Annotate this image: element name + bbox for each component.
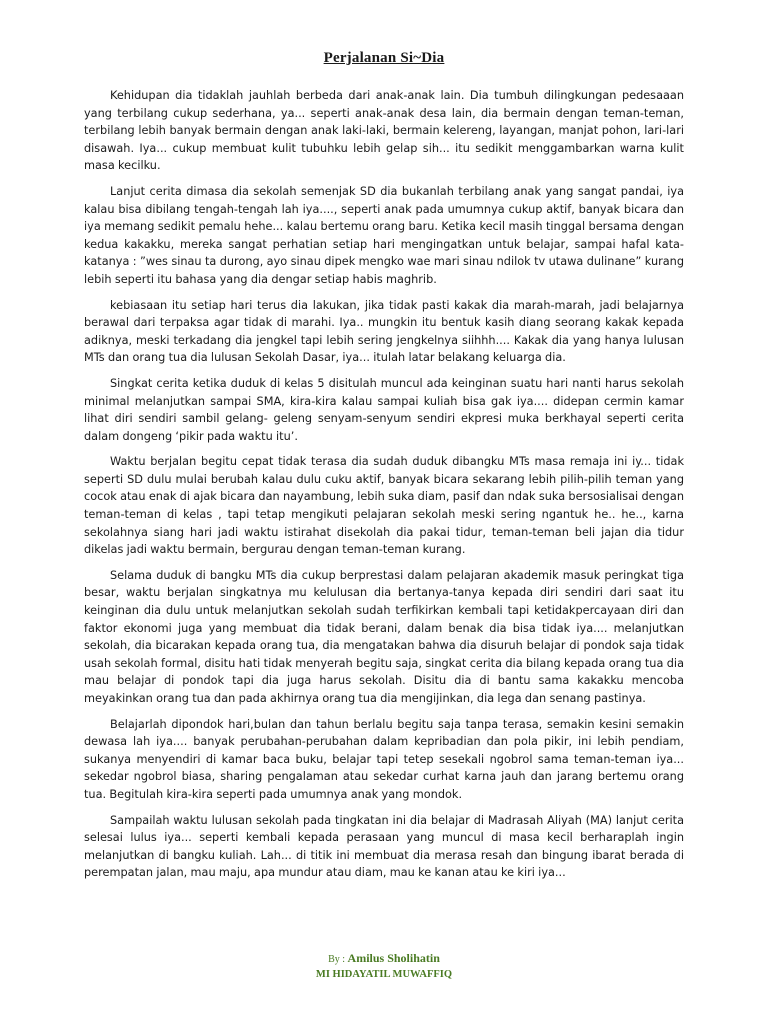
author-name: Amilus Sholihatin	[347, 951, 440, 965]
paragraph-3: kebiasaan itu setiap hari terus dia lakukan, jika tidak pasti kakak dia marah-marah, jadi belajarnya berawal dari terpaksa agar tidak di marahi. Iya.. mungkin itu bentuk kasih diang seorang kakak kepada adiknya, meski terkadang dia jengkel tapi lebih sering jengkelnya siihhh.... Kakak dia yang hanya lulusan MTs dan orang tua dia lulusan Sekolah Dasar, iya... itulah latar belakang keluarga dia.	[84, 298, 684, 365]
paragraph-2: Lanjut cerita dimasa dia sekolah semenjak SD dia bukanlah terbilang anak yang sangat pandai, iya kalau bisa dibilang tengah-tengah lah iya...., seperti anak pada umumnya cukup aktif, banyak bicara dan iya memang sedikit pemalu hehe... kalau bertemu orang baru. Ketika kecil masih tinggal bersama dengan kedua kakakku, mereka sangat perhatian setiap hari mengingatkan untuk belajar, sampai hafal kata-katanya : ”wes sinau ta durong, ayo sinau dipek mengko wae mari sinau ndilok tv utawa dulinane” kurang lebih seperti itu bahasa yang dia dengar setiap habis maghrib.	[84, 184, 684, 286]
school-name: MI HIDAYATIL MUWAFFIQ	[315, 969, 453, 980]
byline-prefix: By :	[328, 954, 348, 965]
paragraph-7: Belajarlah dipondok hari,bulan dan tahun berlalu begitu saja tanpa terasa, semakin kesini semakin dewasa lah iya.... banyak perubahan-perubahan dalam kepribadian dan pola pikir, ini lebih pendiam, sukanya menyendiri di kamar baca buku, belajar tapi tetep sesekali ngobrol sama teman-teman iya... sekedar ngobrol biasa, sharing pengalaman atau sekedar curhat karna jauh dan jarang bertemu orang tua. Begitulah kira-kira seperti pada umumnya anak yang mondok.	[84, 717, 684, 801]
author-byline	[0, 950, 768, 982]
paragraph-8: Sampailah waktu lulusan sekolah pada tingkatan ini dia belajar di Madrasah Aliyah (MA) lanjut cerita selesai lulus iya... seperti kembali kepada perasaan yang muncul di masa kecil berharaplah ingin melanjutkan di bangku kuliah. Lah... di titik ini membuat dia merasa resah dan bingung ibarat berada di perempatan jalan, mau maju, apa mundur atau diam, mau ke kanan atau ke kiri iya...	[84, 813, 684, 880]
paragraph-1: Kehidupan dia tidaklah jauhlah berbeda dari anak-anak lain. Dia tumbuh dilingkungan pedesaaan yang terbilang cukup sederhana, ya... seperti anak-anak desa lain, dia bermain dengan teman-teman, terbilang lebih banyak bermain dengan anak laki-laki, bermain kelereng, layangan, manjat pohon, lari-lari disawah. Iya... cukup membuat kulit tubuhku lebih gelap sih... itu sedikit menggambarkan warna kulit masa kecilku.	[84, 89, 684, 173]
document-title: Perjalanan Si~Dia	[323, 50, 445, 66]
paragraph-6: Selama duduk di bangku MTs dia cukup berprestasi dalam pelajaran akademik masuk peringkat tiga besar, waktu berjalan singkatnya mu kelulusan dia bertanya-tanya kepada diri sendiri dari saat itu keinginan dia dulu untuk melanjutkan sekolah sudah terfikirkan kembali tapi ketidakpercayaan diri dan faktor ekonomi juga yang membuat dia tidak berani, dalam benak dia bisa tidak iya.... melanjutkan sekolah, dia bicarakan kepada orang tua, dia mengatakan bahwa dia disuruh belajar di pondok saja tidak usah sekolah formal, disitu hati tidak menyerah begitu saja, singkat cerita dia bilang kepada orang tua dia mau belajar di pondok tapi dia juga harus sekolah. Disitu dia di bantu sama kakakku mencoba meyakinkan orang tua dan pada akhirnya orang tua dia mengijinkan, dia lega dan senang pastinya.	[84, 568, 684, 705]
paragraph-4: Singkat cerita ketika duduk di kelas 5 disitulah muncul ada keinginan suatu hari nanti harus sekolah minimal melanjutkan sampai SMA, kira-kira kalau sampai kuliah bisa gak iya.... didepan cermin kamar lihat diri sendiri sambil gelang- geleng senyam-senyum sendiri ekpresi muka berkhayal seperti cerita dalam dongeng ‘pikir pada waktu itu’.	[84, 376, 684, 443]
paragraph-5: Waktu berjalan begitu cepat tidak terasa dia sudah duduk dibangku MTs masa remaja ini iy... tidak seperti SD dulu mulai berubah kalau dulu cuku aktif, banyak bicara sekarang lebih pilih-pilih teman yang cocok atau enak di ajak bicara dan nayambung, lebih suka diam, pasif dan ndak suka bersosialisai dengan teman-teman di kelas , tapi tetap mengikuti pelajaran sekolah meski sering ngantuk he.. he.., karna sekolahnya siang hari jadi waktu istirahat disekolah dia pakai tidur, teman-teman beli jajan dia tidur dikelas jadi waktu bermain, bergurau dengan teman-teman kurang.	[84, 455, 684, 557]
